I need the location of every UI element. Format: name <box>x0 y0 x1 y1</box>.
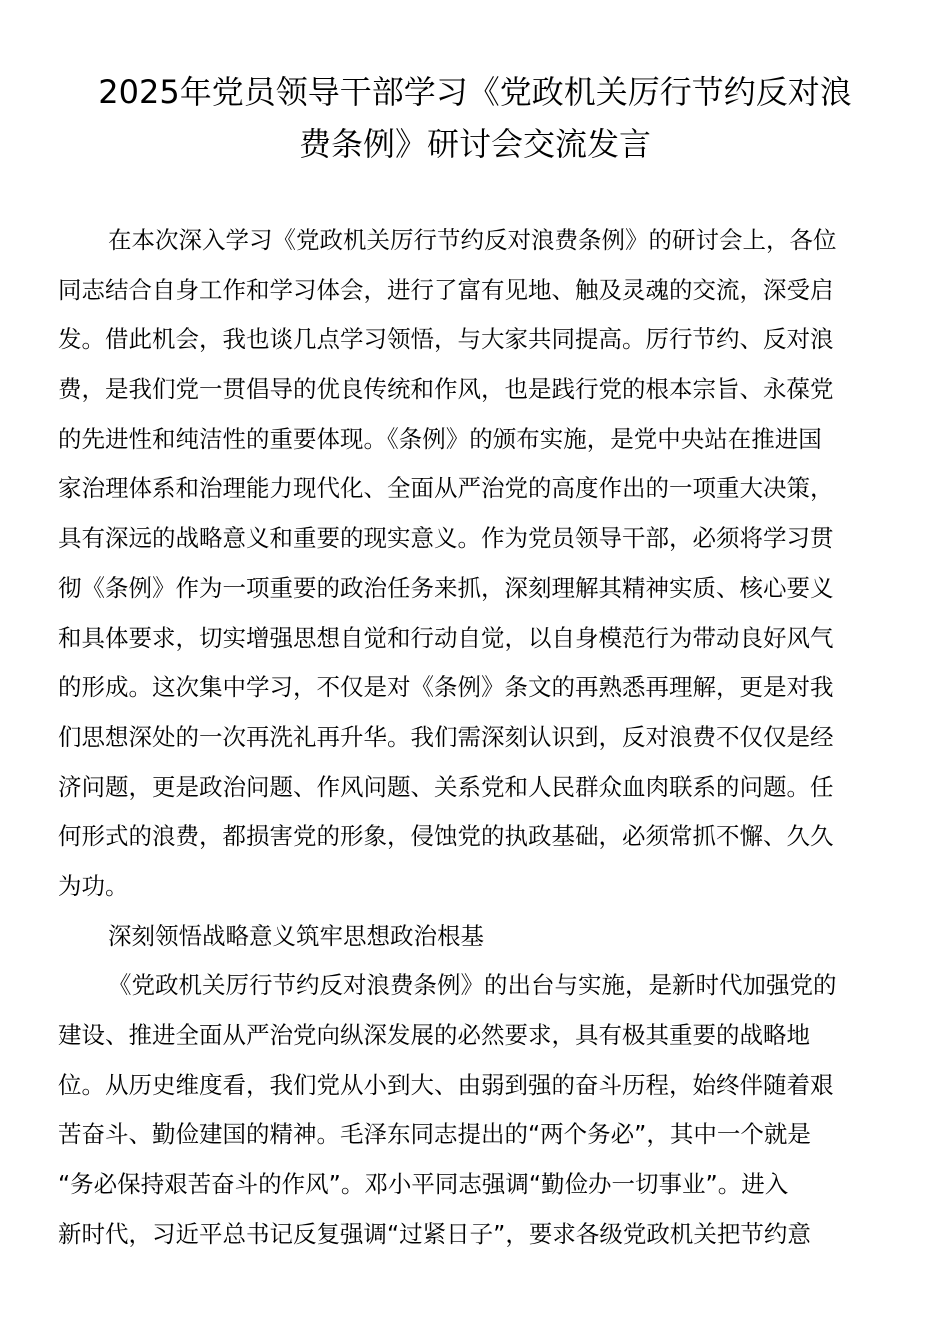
paragraph-1-line: 费，是我们党一贯倡导的优良传统和作风，也是践行党的根本宗旨、永葆党 <box>58 375 834 404</box>
document-title <box>40 66 910 170</box>
title-line-2: 费条例》研讨会交流发言 <box>298 125 651 163</box>
paragraph-1-line: 发。借此机会，我也谈几点学习领悟，与大家共同提高。厉行节约、反对浪 <box>58 325 834 354</box>
paragraph-1-line: 为功。 <box>58 871 129 900</box>
paragraph-1-line: 同志结合自身工作和学习体会，进行了富有见地、触及灵魂的交流，深受启 <box>58 275 834 304</box>
paragraph-1-line: 彻《条例》作为一项重要的政治任务来抓，深刻理解其精神实质、核心要义 <box>58 573 834 602</box>
paragraph-1-line: 在本次深入学习《党政机关厉行节约反对浪费条例》的研讨会上，各位 <box>108 226 837 254</box>
paragraph-2-line: “务必保持艰苦奋斗的作风”。邓小平同志强调“勤俭办一切事业”。进入 <box>58 1170 789 1199</box>
title-line-1: 2025年党员领导干部学习《党政机关厉行节约反对浪 <box>98 73 852 111</box>
paragraph-1-line: 家治理体系和治理能力现代化、全面从严治党的高度作出的一项重大决策， <box>58 474 834 503</box>
paragraph-1-line: 们思想深处的一次再洗礼再升华。我们需深刻认识到，反对浪费不仅仅是经 <box>58 722 834 751</box>
paragraph-2-line: 《党政机关厉行节约反对浪费条例》的出台与实施，是新时代加强党的 <box>108 971 837 1000</box>
paragraph-1-line: 和具体要求，切实增强思想自觉和行动自觉，以自身模范行为带动良好风气 <box>58 623 834 652</box>
paragraph-1-line: 的先进性和纯洁性的重要体现。《条例》的颁布实施，是党中央站在推进国 <box>58 424 822 453</box>
paragraph-1-line: 何形式的浪费，都损害党的形象，侵蚀党的执政基础，必须常抓不懈、久久 <box>58 822 834 851</box>
paragraph-2-line: 建设、推进全面从严治党向纵深发展的必然要求，具有极其重要的战略地 <box>58 1021 810 1049</box>
section-heading: 深刻领悟战略意义筑牢思想政治根基 <box>108 921 484 950</box>
paragraph-2-line: 位。从历史维度看，我们党从小到大、由弱到强的奋斗历程，始终伴随着艰 <box>58 1070 834 1099</box>
paragraph-2-line: 新时代，习近平总书记反复强调“过紧日子”，要求各级党政机关把节约意 <box>58 1219 811 1248</box>
paragraph-1-line: 的形成。这次集中学习，不仅是对《条例》条文的再熟悉再理解，更是对我 <box>58 673 834 702</box>
paragraph-1-line: 具有深远的战略意义和重要的现实意义。作为党员领导干部，必须将学习贯 <box>58 524 834 553</box>
document-body <box>58 216 888 1259</box>
paragraph-1-line: 济问题，更是政治问题、作风问题、关系党和人民群众血肉联系的问题。任 <box>58 772 834 801</box>
paragraph-2-line: 苦奋斗、勤俭建国的精神。毛泽东同志提出的“两个务必”，其中一个就是 <box>58 1120 811 1149</box>
